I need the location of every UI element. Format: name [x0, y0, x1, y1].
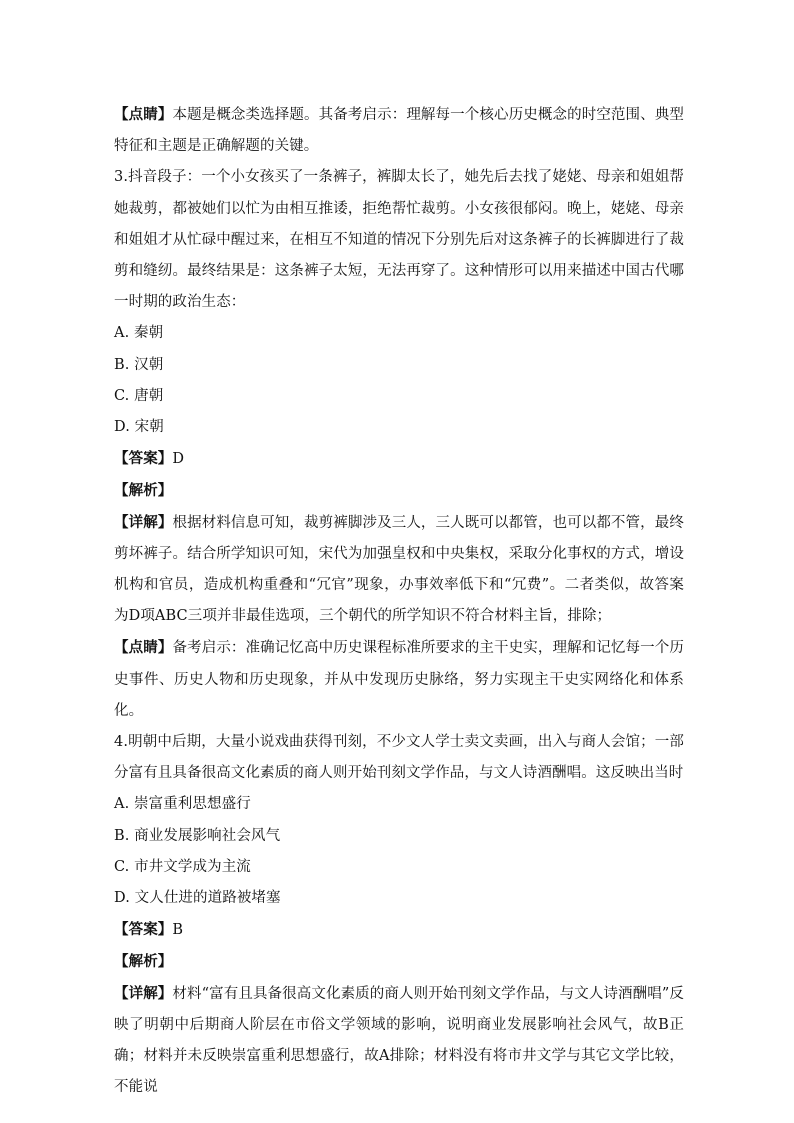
answer-value: B [172, 922, 184, 939]
detail-text: 根据材料信息可知，裁剪裤脚涉及三人，三人既可以都管，也可以都不管，最终剪坏裤子。结合所学知识可知，宋代为加强皇权和中央集权，采取分化事权的方式，增设机构和官员，造成机构重叠和“冗官”现象，办事效率低下和“冗费”。二者类似，故答案为D项ABC三项并非最佳选项，三个朝代的所学知识不符合材料主旨，排除； [114, 514, 684, 625]
question-4-answer [114, 914, 684, 946]
answer-tag: 【答案】 [114, 450, 173, 468]
keypoint-text: 本题是概念类选择题。其备考启示：理解每一个核心历史概念的时空范围、典型特征和主题是正确解题的关键。 [114, 107, 684, 155]
keypoint-tag: 【点睛】 [114, 106, 173, 123]
question-4-option-c: C. 市井文学成为主流 [114, 858, 251, 875]
question-4-option-d: D. 文人仕进的道路被堵塞 [114, 890, 281, 907]
question-4-option-b: B. 商业发展影响社会风气 [114, 827, 281, 844]
question-3-answer [114, 443, 684, 475]
answer-tag: 【答案】 [114, 921, 173, 939]
question-4-stem: 4.明朝中后期，大量小说戏曲获得刊刻，不少文人学士卖文卖画，出入与商人会馆；一部分富有且具备很高文化素质的商人则开始刊刻文学作品，与文人诗酒酬唱。这反映出当时 [114, 734, 684, 782]
question-3-option-a: A. 秦朝 [114, 325, 164, 342]
detail-tag: 【详解】 [114, 513, 173, 531]
question-4-analysis-heading: 【解析】 [114, 953, 173, 971]
detail-tag: 【详解】 [114, 984, 173, 1002]
question-3-detail [114, 507, 684, 633]
keypoint-tag: 【点睛】 [114, 639, 173, 657]
keypoint-paragraph [114, 99, 684, 162]
question-4-detail [114, 978, 684, 1104]
question-3-option-b: B. 汉朝 [114, 356, 164, 373]
question-3-analysis-heading: 【解析】 [114, 482, 173, 500]
detail-text: 材料“富有且具备很高文化素质的商人则开始刊刻文学作品，与文人诗酒酬唱”反映了明朝中后期商人阶层在市俗文学领域的影响，说明商业发展影响社会风气，故B正确；材料并未反映崇富重利思想盛行，故A排除；材料没有将市井文学与其它文学比较，不能说 [114, 985, 684, 1096]
question-3-option-d: D. 宋朝 [114, 419, 164, 436]
keypoint-text: 备考启示：准确记忆高中历史课程标准所要求的主干史实，理解和记忆每一个历史事件、历史人物和历史现象，并从中发现历史脉络，努力实现主干史实网络化和体系化。 [114, 640, 684, 719]
question-3-option-c: C. 唐朝 [114, 387, 164, 404]
document-body [114, 99, 684, 1104]
answer-value: D [172, 451, 185, 468]
question-4-option-a: A. 崇富重利思想盛行 [114, 796, 251, 813]
question-3-keypoint [114, 632, 684, 727]
question-3-stem: 3.抖音段子：一个小女孩买了一条裤子，裤脚太长了，她先后去找了姥姥、母亲和姐姐帮她裁剪，都被她们以忙为由相互推诿，拒绝帮忙裁剪。小女孩很郁闷。晚上，姥姥、母亲和姐姐才从忙碌中醒过来，在相互不知道的情况下分别先后对这条裤子的长裤脚进行了裁剪和缝纫。最终结果是：这条裤子太短，无法再穿了。这种情形可以用来描述中国古代哪一时期的政治生态： [114, 169, 684, 311]
